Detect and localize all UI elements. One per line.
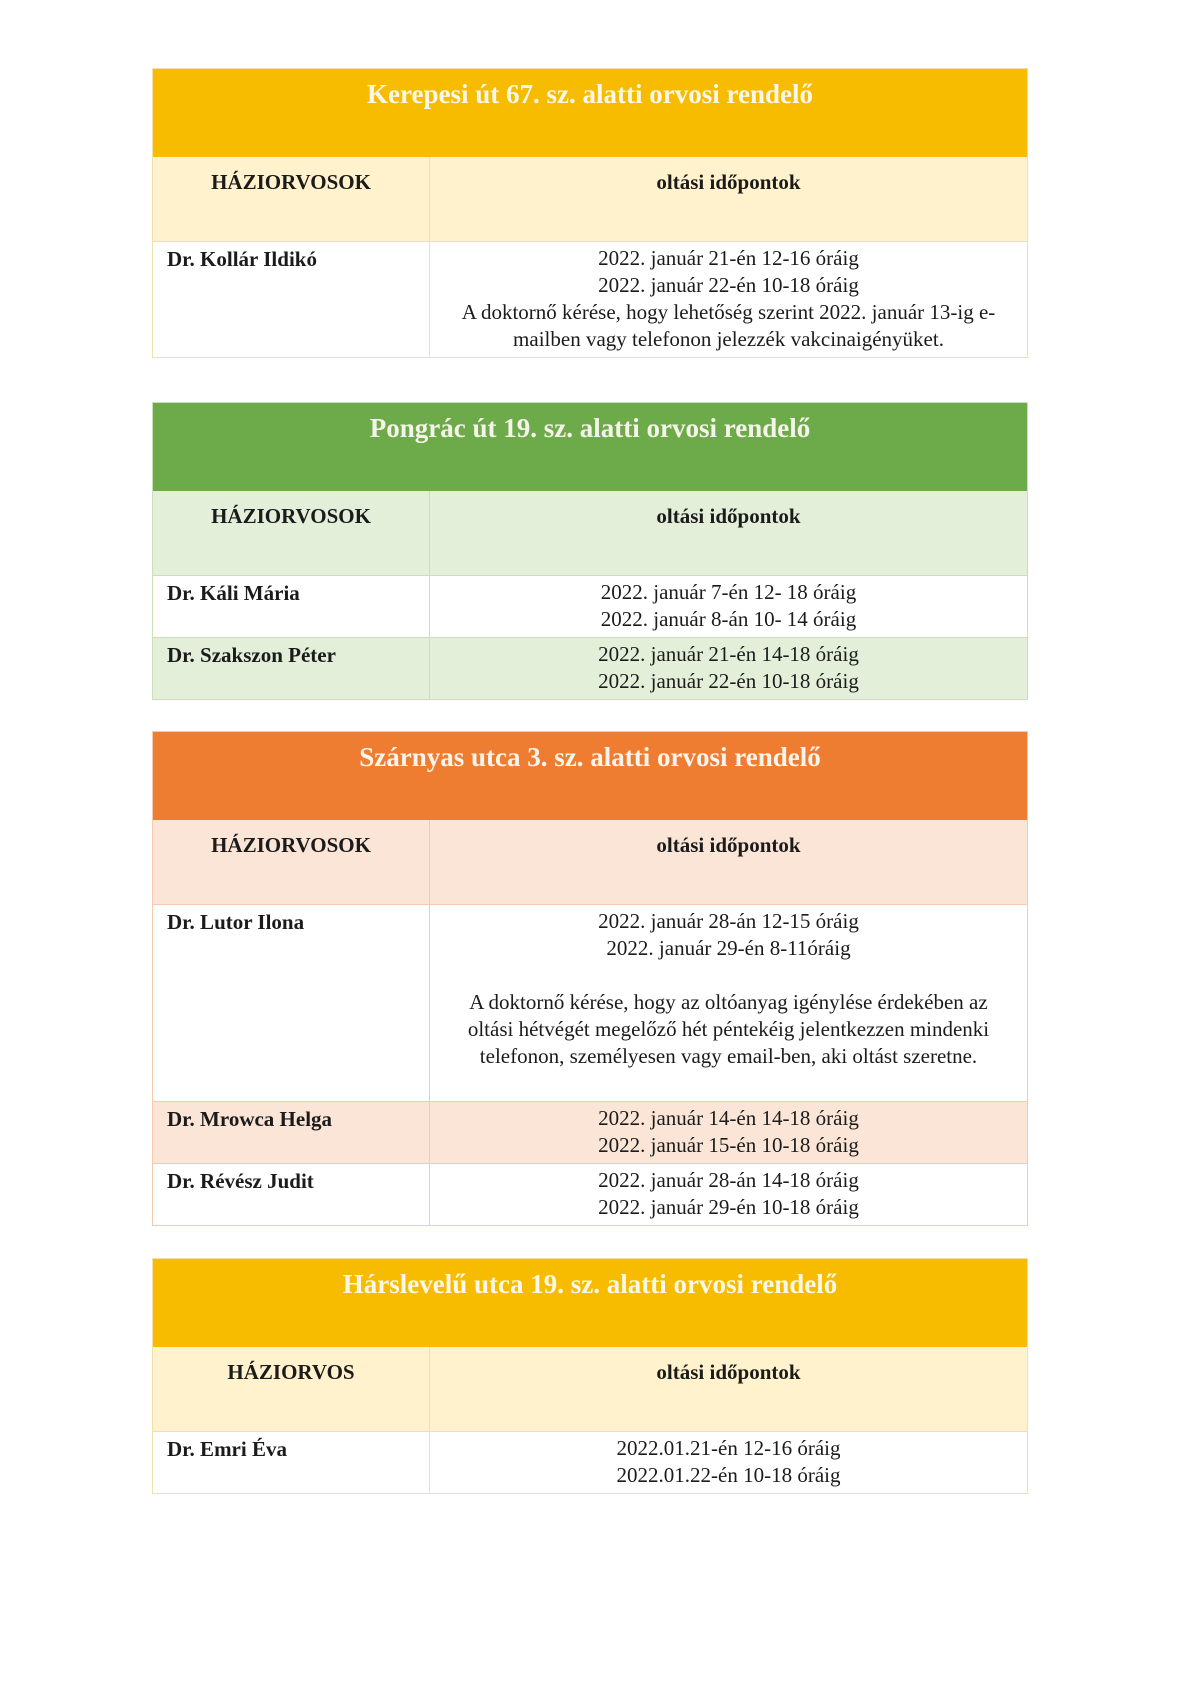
doctor-name: Dr. Szakszon Péter <box>167 643 336 667</box>
vaccination-table-pongrac <box>152 402 1028 700</box>
time-line: 2022. január 29-én 10-18 óráig <box>598 1195 859 1219</box>
column-header-row <box>153 491 1027 575</box>
doctor-name: Dr. Emri Éva <box>167 1437 287 1461</box>
column-header-row <box>153 820 1027 904</box>
time-line: 2022. január 22-én 10-18 óráig <box>598 669 859 693</box>
times-column-header: oltási időpontok <box>429 820 1027 904</box>
time-line: 2022.01.21-én 12-16 óráig <box>616 1436 841 1460</box>
table-title-band <box>153 732 1027 820</box>
times-column-header: oltási időpontok <box>429 1347 1027 1431</box>
doctors-column-header: HÁZIORVOSOK <box>211 170 371 194</box>
doctors-column-header: HÁZIORVOSOK <box>211 504 371 528</box>
times-cell <box>429 638 1027 699</box>
times-cell <box>429 905 1027 1101</box>
time-line: 2022. január 7-én 12- 18 óráig <box>600 580 857 604</box>
time-line: 2022. január 21-én 12-16 óráig <box>598 246 859 270</box>
times-cell <box>429 1102 1027 1163</box>
table-title: Pongrác út 19. sz. alatti orvosi rendelő <box>369 413 811 443</box>
time-line: 2022. január 14-én 14-18 óráig <box>598 1106 859 1130</box>
time-line: 2022. január 15-én 10-18 óráig <box>598 1133 859 1157</box>
time-line: 2022.01.22-én 10-18 óráig <box>616 1463 841 1487</box>
table-row <box>153 575 1027 637</box>
column-header-row <box>153 157 1027 241</box>
table-title: Kerepesi út 67. sz. alatti orvosi rendelő <box>367 79 813 109</box>
table-title-band <box>153 69 1027 157</box>
times-column-header: oltási időpontok <box>429 491 1027 575</box>
time-line: 2022. január 8-án 10- 14 óráig <box>600 607 857 631</box>
times-cell <box>429 576 1027 637</box>
vaccination-table-szarnyas <box>152 731 1028 1226</box>
table-title-band <box>153 403 1027 491</box>
times-column-header: oltási időpontok <box>429 157 1027 241</box>
doctor-name: Dr. Mrowca Helga <box>167 1107 333 1131</box>
doctors-column-header: HÁZIORVOSOK <box>211 833 371 857</box>
time-line: 2022. január 22-én 10-18 óráig <box>598 273 859 297</box>
vaccination-table-kerepesi <box>152 68 1028 358</box>
times-cell <box>429 242 1027 357</box>
time-line: 2022. január 28-án 12-15 óráig <box>598 909 859 933</box>
doctors-column-header: HÁZIORVOS <box>227 1360 355 1384</box>
doctor-name: Dr. Lutor Ilona <box>167 910 305 934</box>
table-row <box>153 1101 1027 1163</box>
doctor-note: A doktornő kérése, hogy lehetőség szerint 2022. január 13-ig e-mailben vagy telefonon jelezzék vakcinaigényüket. <box>461 300 996 351</box>
table-row <box>153 637 1027 699</box>
table-title-band <box>153 1259 1027 1347</box>
time-line: 2022. január 29-én 8-11óráig <box>606 936 851 960</box>
table-row <box>153 1163 1027 1225</box>
time-line: 2022. január 21-én 14-18 óráig <box>598 642 859 666</box>
table-row <box>153 904 1027 1101</box>
table-row <box>153 1431 1027 1493</box>
column-header-row <box>153 1347 1027 1431</box>
doctor-name: Dr. Révész Judit <box>167 1169 314 1193</box>
vaccination-table-harslevelu <box>152 1258 1028 1494</box>
table-title: Hárslevelű utca 19. sz. alatti orvosi rendelő <box>342 1269 838 1299</box>
time-line: 2022. január 28-án 14-18 óráig <box>598 1168 859 1192</box>
doctor-name: Dr. Káli Mária <box>167 581 300 605</box>
doctor-name: Dr. Kollár Ildikó <box>167 247 317 271</box>
times-cell <box>429 1164 1027 1225</box>
times-cell <box>429 1432 1027 1493</box>
doctor-note: A doktornő kérése, hogy az oltóanyag igénylése érdekében az oltási hétvégét megelőző hét péntekéig jelentkezzen mindenki telefonon, személyesen vagy email-ben, aki oltást szeretne. <box>467 990 990 1068</box>
table-row <box>153 241 1027 357</box>
table-title: Szárnyas utca 3. sz. alatti orvosi rendelő <box>359 742 821 772</box>
